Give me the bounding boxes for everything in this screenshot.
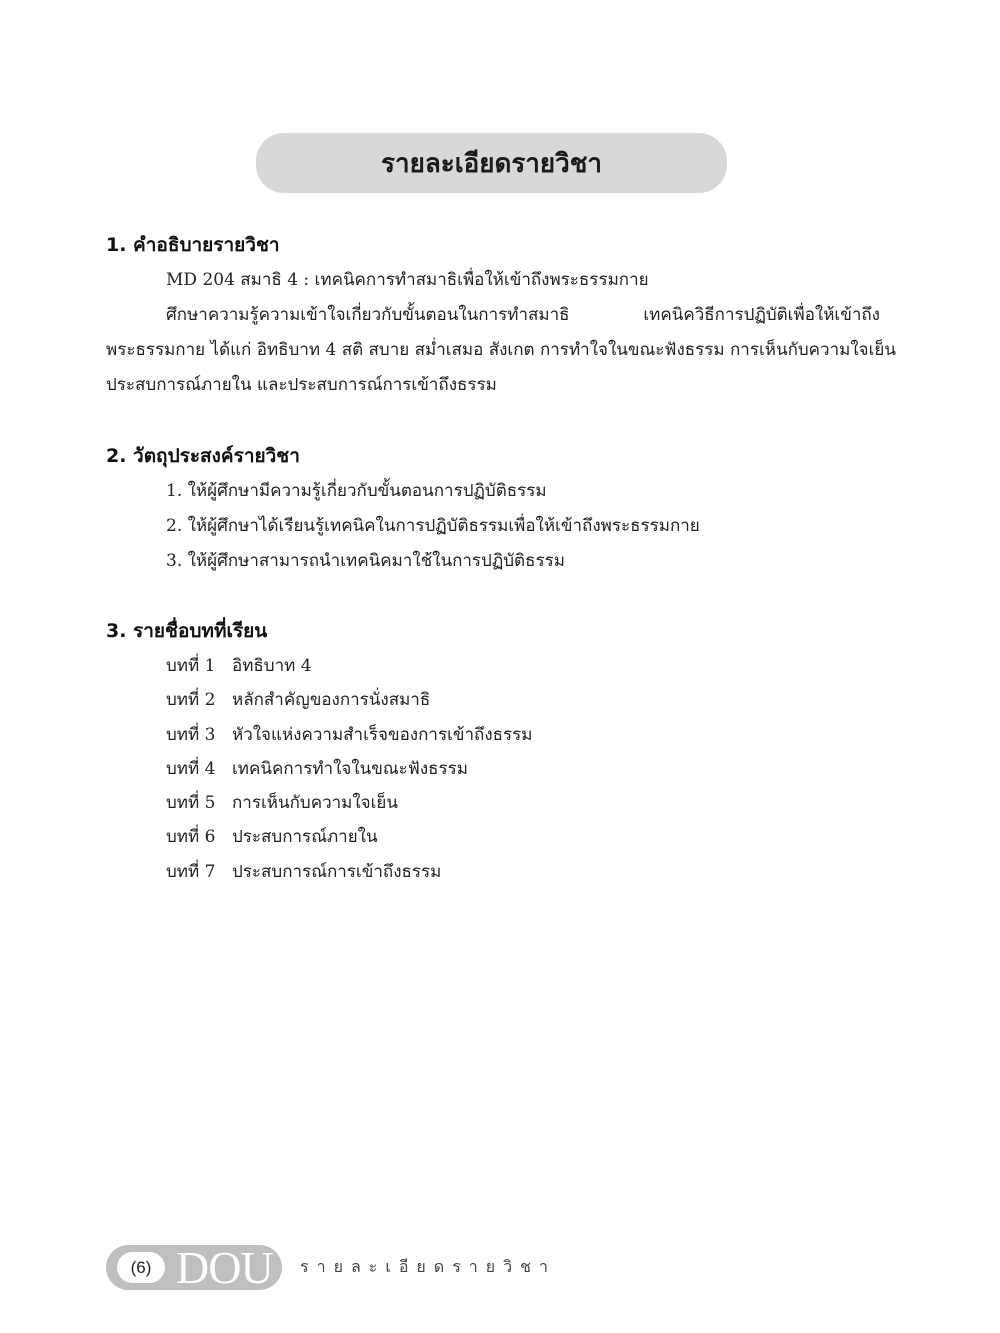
- description-line: ประสบการณ์ภายใน และประสบการณ์การเข้าถึงธรรม: [106, 375, 497, 395]
- page-number: (6): [117, 1252, 165, 1283]
- chapter-item: [106, 820, 880, 854]
- chapter-title: หัวใจแห่งความสำเร็จของการเข้าถึงธรรม: [232, 724, 533, 745]
- page-title-box: [256, 133, 727, 193]
- chapter-title: เทคนิคการทำใจในขณะฟังธรรม: [232, 758, 468, 779]
- dou-logo: DOU: [176, 1242, 273, 1293]
- chapter-label: บทที่ 2: [166, 690, 216, 711]
- objectives-section: [106, 439, 880, 579]
- chapter-title: อิทธิบาท 4: [232, 656, 312, 676]
- chapter-label: บทที่ 4: [166, 758, 216, 779]
- objectives-heading: 2. วัตถุประสงค์รายวิชา: [106, 445, 300, 467]
- footer-badge: [106, 1242, 282, 1293]
- description-line: ศึกษาความรู้ความเข้าใจเกี่ยวกับขั้นตอนในการทำสมาธิ เทคนิควิธีการปฏิบัติเพื่อให้เข้าถึง: [166, 305, 880, 325]
- chapter-item: [106, 718, 880, 752]
- chapter-label: บทที่ 1: [166, 656, 216, 676]
- chapter-item: [106, 786, 880, 820]
- objective-item: 3. ให้ผู้ศึกษาสามารถนำเทคนิคมาใช้ในการปฏิบัติธรรม: [166, 551, 565, 571]
- description-line: พระธรรมกาย ได้แก่ อิทธิบาท 4 สติ สบาย สม่ำเสมอ สังเกต การทำใจในขณะฟังธรรม การเห็นกับความใจเย็น: [106, 340, 897, 360]
- running-title: รายละเอียดรายวิชา: [300, 1257, 556, 1276]
- chapter-title: หลักสำคัญของการนั่งสมาธิ: [232, 690, 431, 711]
- description-section: [106, 228, 897, 403]
- chapter-title: ประสบการณ์ภายใน: [232, 827, 378, 848]
- chapter-item: [106, 752, 880, 786]
- course-code-line: MD 204 สมาธิ 4 : เทคนิคการทำสมาธิเพื่อให้เข้าถึงพระธรรมกาย: [166, 270, 649, 290]
- chapter-label: บทที่ 5: [166, 793, 216, 814]
- chapter-label: บทที่ 3: [166, 724, 216, 745]
- chapter-item: [106, 649, 880, 683]
- chapter-item: [106, 683, 880, 717]
- chapter-item: [106, 855, 880, 889]
- chapters-heading: 3. รายชื่อบทที่เรียน: [106, 620, 268, 642]
- description-heading: 1. คำอธิบายรายวิชา: [106, 234, 280, 256]
- chapters-section: [106, 614, 880, 889]
- chapter-label: บทที่ 7: [166, 861, 216, 882]
- chapter-title: ประสบการณ์การเข้าถึงธรรม: [232, 861, 442, 882]
- objective-item: 2. ให้ผู้ศึกษาได้เรียนรู้เทคนิคในการปฏิบัติธรรมเพื่อให้เข้าถึงพระธรรมกาย: [166, 516, 700, 536]
- chapter-label: บทที่ 6: [166, 827, 216, 848]
- chapter-title: การเห็นกับความใจเย็น: [232, 793, 399, 814]
- page-title: รายละเอียดรายวิชา: [381, 148, 602, 179]
- objective-item: 1. ให้ผู้ศึกษามีความรู้เกี่ยวกับขั้นตอนการปฏิบัติธรรม: [166, 481, 547, 501]
